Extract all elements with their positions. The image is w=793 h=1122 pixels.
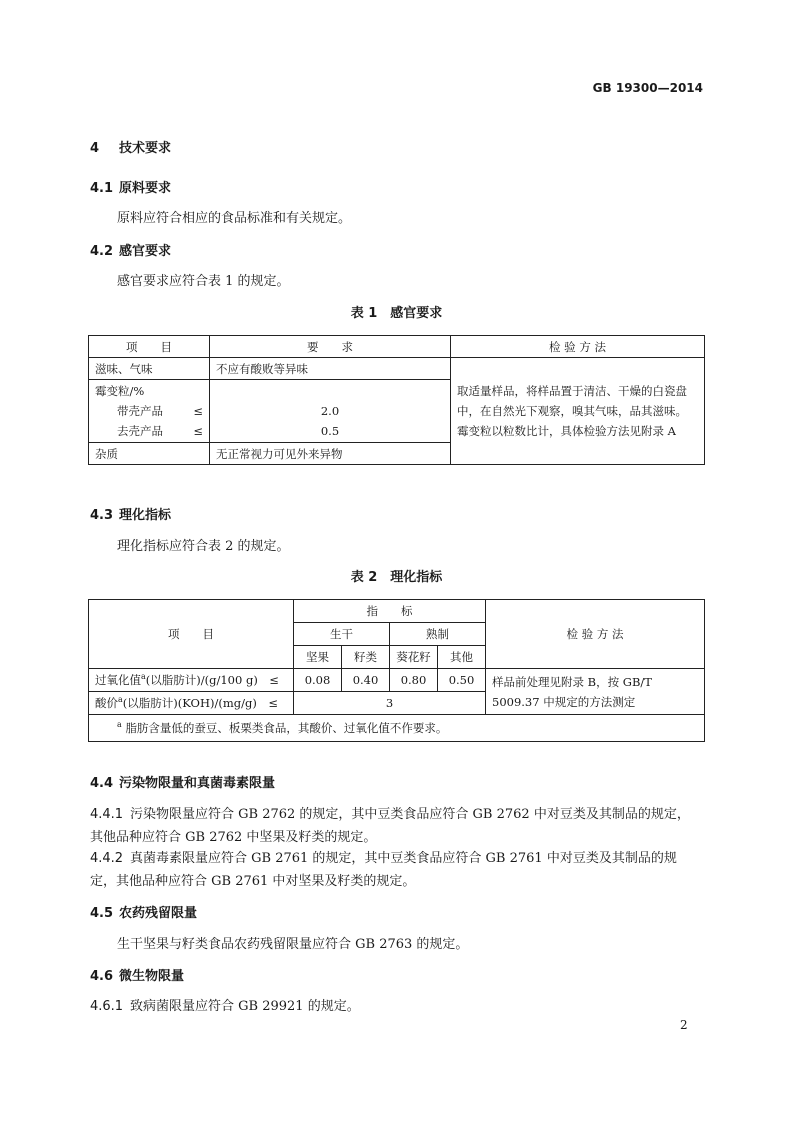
table-2-header-cooked: 熟制 bbox=[390, 623, 486, 646]
table-1-method-text: 取适量样品，将样品置于清洁、干燥的白瓷盘中，在自然光下观察，嗅其气味，品其滋味。霉变粒以粒数比计，具体检验方法见附录 A bbox=[457, 384, 687, 438]
clause-text: 致病菌限量应符合 GB 29921 的规定。 bbox=[130, 999, 360, 1014]
table-1-header-item: 项 目 bbox=[89, 336, 210, 358]
mold-value-shelled: 2.0 bbox=[320, 404, 340, 418]
section-4-5-text: 生干坚果与籽类食品农药残留限量应符合 GB 2763 的规定。 bbox=[117, 937, 469, 952]
section-4-2-heading bbox=[90, 240, 171, 259]
table-2-cell-value: 0.50 bbox=[438, 669, 486, 692]
table-2-header-nuts: 坚果 bbox=[294, 646, 342, 669]
section-number: 4.3 bbox=[90, 508, 114, 523]
section-4-3-text: 理化指标应符合表 2 的规定。 bbox=[117, 539, 290, 554]
section-4-2-text: 感官要求应符合表 1 的规定。 bbox=[117, 274, 290, 289]
table-2-row-peroxide-label bbox=[89, 669, 294, 692]
table-1-cell-mold-item bbox=[89, 380, 210, 443]
footnote-mark: a bbox=[117, 720, 122, 730]
table-1-cell-item: 杂质 bbox=[89, 443, 210, 465]
table-2-header-raw: 生干 bbox=[294, 623, 390, 646]
section-4-5-heading bbox=[90, 902, 197, 921]
table-2-footnote bbox=[89, 715, 705, 742]
section-title: 技术要求 bbox=[119, 141, 172, 156]
clause-number: 4.4.1 bbox=[90, 807, 124, 822]
leq-symbol: ≤ bbox=[193, 404, 203, 418]
section-title: 原料要求 bbox=[119, 181, 172, 196]
mold-value-spacer bbox=[216, 381, 444, 401]
document-number: GB 19300—2014 bbox=[592, 81, 703, 95]
clause-text: 真菌毒素限量应符合 GB 2761 的规定，其中豆类食品应符合 GB 2761 中对豆类及其制品的规 bbox=[130, 851, 677, 866]
leq-symbol: ≤ bbox=[193, 424, 203, 438]
table-2-header-method: 检 验 方 法 bbox=[486, 600, 705, 669]
mold-sub-label: 去壳产品 bbox=[117, 424, 163, 438]
table-2-row-acid-label bbox=[89, 692, 294, 715]
table-2-cell-value: 0.08 bbox=[294, 669, 342, 692]
section-title: 感官要求 bbox=[119, 244, 172, 259]
table-1-cell-method bbox=[451, 358, 705, 465]
section-4-4-1-line-2: 其他品种应符合 GB 2762 中坚果及籽类的规定。 bbox=[90, 830, 377, 845]
section-number: 4 bbox=[90, 141, 100, 156]
section-4-1-heading bbox=[90, 177, 171, 196]
section-4-6-1 bbox=[90, 995, 360, 1014]
table-2-cell-acid-value: 3 bbox=[294, 692, 486, 715]
label-text: (以脂肪计)/(g/100 g) ≤ bbox=[145, 673, 279, 687]
table-1-cell-requirement: 不应有酸败等异味 bbox=[210, 358, 451, 380]
table-2-cell-value: 0.40 bbox=[342, 669, 390, 692]
table-2-header-other: 其他 bbox=[438, 646, 486, 669]
table-2-cell-method: 样品前处理见附录 B，按 GB/T 5009.37 中规定的方法测定 bbox=[486, 669, 705, 715]
label-text: (以脂肪计)(KOH)/(mg/g) ≤ bbox=[122, 696, 278, 710]
mold-sub-label: 带壳产品 bbox=[117, 404, 163, 418]
section-number: 4.4 bbox=[90, 776, 114, 791]
clause-number: 4.4.2 bbox=[90, 851, 124, 866]
mold-sub-unshelled bbox=[95, 421, 203, 441]
section-4-3-heading bbox=[90, 504, 171, 523]
table-1-header-requirement: 要 求 bbox=[210, 336, 451, 358]
section-title: 理化指标 bbox=[119, 508, 172, 523]
section-number: 4.6 bbox=[90, 969, 114, 984]
section-title: 微生物限量 bbox=[119, 969, 185, 984]
mold-sub-shelled bbox=[95, 401, 203, 421]
section-number: 4.2 bbox=[90, 244, 114, 259]
section-4-6-heading bbox=[90, 965, 184, 984]
section-4-4-1-line-1 bbox=[90, 803, 690, 822]
section-title: 污染物限量和真菌毒素限量 bbox=[119, 776, 276, 791]
footnote-text: 脂肪含量低的蚕豆、板栗类食品，其酸价、过氧化值不作要求。 bbox=[125, 721, 448, 735]
section-number: 4.1 bbox=[90, 181, 114, 196]
label-text: 过氧化值 bbox=[95, 673, 141, 687]
section-4-1-text: 原料应符合相应的食品标准和有关规定。 bbox=[117, 211, 352, 226]
table-2-header-item: 项 目 bbox=[89, 600, 294, 669]
table-2-cell-value: 0.80 bbox=[390, 669, 438, 692]
section-number: 4.5 bbox=[90, 906, 114, 921]
mold-value-unshelled: 0.5 bbox=[320, 424, 340, 438]
table-1-header-method: 检 验 方 法 bbox=[451, 336, 705, 358]
table-2-physicochemical bbox=[88, 599, 705, 742]
clause-text: 污染物限量应符合 GB 2762 的规定，其中豆类食品应符合 GB 2762 中对豆类及其制品的规定， bbox=[130, 807, 690, 822]
clause-number: 4.6.1 bbox=[90, 999, 124, 1014]
table-2-header-seeds: 籽类 bbox=[342, 646, 390, 669]
table-1-cell-item: 滋味、气味 bbox=[89, 358, 210, 380]
table-2-header-index: 指 标 bbox=[294, 600, 486, 623]
table-1-cell-requirement: 无正常视力可见外来异物 bbox=[210, 443, 451, 465]
section-title: 农药残留限量 bbox=[119, 906, 198, 921]
mold-label: 霉变粒/% bbox=[95, 384, 145, 398]
section-4-4-2-line-1 bbox=[90, 847, 677, 866]
footnote-mark: a bbox=[141, 672, 146, 682]
table-1-cell-mold-values bbox=[210, 380, 451, 443]
table-1-caption: 表 1 感官要求 bbox=[350, 306, 443, 321]
section-4-4-heading bbox=[90, 772, 275, 791]
label-text: 酸价 bbox=[95, 696, 118, 710]
section-4-4-2-line-2: 定，其他品种应符合 GB 2761 中对坚果及籽类的规定。 bbox=[90, 874, 416, 889]
table-2-header-sunflower: 葵花籽 bbox=[390, 646, 438, 669]
table-2-caption: 表 2 理化指标 bbox=[350, 570, 443, 585]
footnote-mark: a bbox=[118, 695, 123, 705]
section-4-heading bbox=[90, 137, 171, 156]
table-1-sensory bbox=[88, 335, 705, 465]
page-number: 2 bbox=[680, 1018, 688, 1032]
